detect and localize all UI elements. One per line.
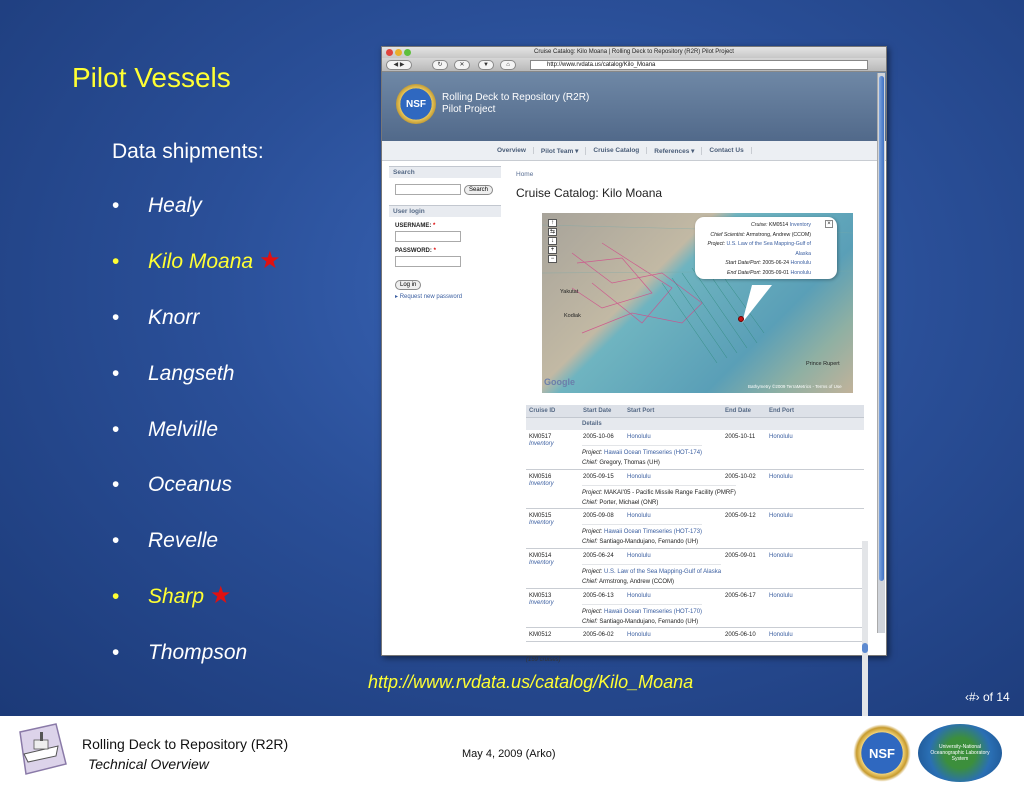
start-port-link[interactable]: Honolulu bbox=[627, 513, 651, 520]
vessel-item bbox=[112, 246, 281, 306]
site-title bbox=[442, 92, 589, 116]
start-port-link[interactable]: Honolulu bbox=[627, 473, 651, 480]
cruise-table bbox=[526, 405, 864, 642]
nav-item[interactable]: Contact Us bbox=[702, 147, 751, 154]
end-date: 2005-06-17 bbox=[725, 592, 756, 599]
login-block-title: User login bbox=[389, 205, 501, 217]
inventory-link[interactable]: Inventory bbox=[529, 441, 554, 447]
chief-value: Santiago-Mandujano, Fernando (UH) bbox=[599, 618, 699, 625]
search-button[interactable]: Search bbox=[464, 185, 493, 195]
username-field[interactable] bbox=[395, 231, 461, 242]
unols-logo-icon: University-National Oceanographic Laboratory System bbox=[918, 724, 1002, 782]
site-nav bbox=[382, 141, 886, 161]
popup-end-label: End Date/Port: bbox=[727, 269, 762, 276]
nav-item[interactable]: Cruise Catalog bbox=[586, 147, 647, 154]
browser-screenshot bbox=[381, 46, 887, 663]
column-header[interactable]: End Port bbox=[769, 408, 794, 414]
end-port-link[interactable]: Honolulu bbox=[769, 592, 793, 599]
vessel-item bbox=[112, 194, 281, 250]
popup-cruise-label: Cruise: bbox=[750, 222, 768, 228]
cruise-map[interactable] bbox=[542, 213, 853, 393]
chief-value: Armstrong, Andrew (CCOM) bbox=[599, 579, 675, 586]
row-details bbox=[582, 604, 702, 627]
address-bar[interactable]: http://www.rvdata.us/catalog/Kilo_Moana bbox=[530, 60, 868, 70]
start-date: 2005-10-06 bbox=[583, 434, 614, 440]
map-controls bbox=[548, 219, 557, 263]
popup-start-label: Start Date/Port: bbox=[725, 260, 762, 266]
nsf-logo-icon[interactable]: NSF bbox=[396, 84, 436, 124]
chief-label: Chief: bbox=[582, 579, 598, 586]
cruise-id: KM0515 bbox=[529, 513, 552, 520]
end-port-link[interactable]: Honolulu bbox=[769, 513, 793, 520]
password-label: PASSWORD: bbox=[395, 248, 432, 254]
table-header bbox=[526, 405, 864, 418]
main-content bbox=[516, 171, 866, 200]
table-row bbox=[526, 549, 864, 589]
cruise-id: KM0514 bbox=[529, 553, 552, 560]
project-value[interactable]: U.S. Law of the Sea Mapping-Gulf of Alaska bbox=[604, 569, 722, 576]
footer-date: May 4, 2009 (Arko) bbox=[462, 748, 556, 760]
search-block-title: Search bbox=[389, 166, 501, 178]
start-date: 2005-06-13 bbox=[583, 592, 614, 599]
popup-chief-label: Chief Scientist: bbox=[710, 231, 745, 238]
chief-value: Porter, Michael (ONR) bbox=[599, 499, 659, 506]
chief-label: Chief: bbox=[582, 499, 598, 506]
map-popup bbox=[695, 217, 837, 279]
project-value[interactable]: Hawaii Ocean Timeseries (HOT-174) bbox=[604, 450, 703, 456]
inventory-link[interactable]: Inventory bbox=[529, 520, 554, 527]
pan-up-icon[interactable]: ↑ bbox=[548, 219, 557, 227]
vessel-list bbox=[112, 194, 281, 697]
page-scrollbar[interactable] bbox=[877, 73, 885, 633]
page-title: Cruise Catalog: Kilo Moana bbox=[516, 186, 663, 200]
vessel-name: Healy bbox=[148, 194, 202, 217]
track-line bbox=[592, 243, 672, 323]
stop-icon[interactable]: ✕ bbox=[454, 60, 470, 70]
map-label-kodiak: Kodiak bbox=[564, 313, 581, 319]
start-date: 2005-09-08 bbox=[583, 513, 614, 520]
vessel-name: Langseth bbox=[148, 361, 235, 385]
popup-project-link[interactable]: U.S. Law of the Sea Mapping-Gulf of Alaska bbox=[726, 241, 811, 257]
slide-title: Pilot Vessels bbox=[72, 62, 231, 93]
page-number: ‹#› of 14 bbox=[965, 690, 1010, 704]
details-header: Details bbox=[526, 418, 864, 430]
inventory-link[interactable]: Inventory bbox=[529, 480, 554, 487]
nsf-logo-icon: NSF bbox=[853, 724, 911, 782]
vessel-name: Oceanus bbox=[148, 473, 233, 497]
table-row bbox=[526, 589, 864, 629]
window-title: Cruise Catalog: Kilo Moana | Rolling Deck to Repository (R2R) Pilot Project bbox=[534, 49, 734, 55]
vessel-item bbox=[112, 362, 281, 418]
start-date: 2005-06-24 bbox=[583, 553, 614, 560]
sidebar bbox=[389, 166, 501, 300]
cruise-count: (159 cruises) bbox=[526, 657, 561, 663]
chief-label: Chief: bbox=[582, 539, 598, 546]
cruise-id: KM0517 bbox=[529, 434, 552, 440]
zoom-in-icon[interactable]: + bbox=[548, 246, 557, 254]
bullet-icon: • bbox=[112, 417, 120, 441]
project-label: Project: bbox=[582, 529, 603, 536]
footer-subtitle: Technical Overview bbox=[88, 756, 209, 772]
required-mark: * bbox=[433, 248, 436, 254]
map-pin-icon[interactable] bbox=[738, 316, 744, 322]
cruise-id: KM0513 bbox=[529, 592, 552, 599]
pan-left-right-icon[interactable]: ⇆ bbox=[549, 229, 556, 235]
table-row bbox=[526, 628, 864, 642]
popup-chief-value: Armstrong, Andrew (CCOM) bbox=[746, 231, 811, 238]
site-title-line-1: Rolling Deck to Repository (R2R) bbox=[442, 92, 590, 103]
project-label: Project: bbox=[582, 450, 603, 456]
google-logo: Google bbox=[544, 377, 575, 387]
inventory-link[interactable]: Inventory bbox=[529, 560, 554, 567]
page-scroll-thumb[interactable] bbox=[879, 76, 884, 581]
vessel-name: Revelle bbox=[148, 529, 219, 553]
chief-value: Gregory, Thomas (UH) bbox=[599, 460, 660, 466]
table-row bbox=[526, 509, 864, 549]
vessel-item bbox=[112, 582, 281, 641]
vessel-name: Kilo Moana bbox=[148, 249, 254, 273]
close-popup-icon[interactable]: × bbox=[825, 220, 833, 228]
bullet-icon: • bbox=[112, 585, 120, 609]
bullet-icon: • bbox=[112, 641, 120, 665]
column-header[interactable]: End Date bbox=[725, 408, 752, 414]
column-header[interactable]: Start Port bbox=[627, 408, 655, 414]
vessel-item bbox=[112, 529, 281, 585]
url-caption[interactable]: http://www.rvdata.us/catalog/Kilo_Moana bbox=[368, 672, 694, 692]
chief-label: Chief: bbox=[582, 460, 598, 466]
table-row bbox=[526, 470, 864, 510]
minimize-window-icon[interactable] bbox=[395, 49, 402, 56]
table-body bbox=[526, 430, 864, 642]
vessel-item bbox=[112, 473, 281, 529]
start-date: 2005-09-15 bbox=[583, 473, 614, 480]
site-title-line-2: Pilot Project bbox=[442, 104, 496, 115]
popup-pointer bbox=[742, 285, 772, 323]
cruise-id: KM0516 bbox=[529, 473, 552, 480]
project-label: Project: bbox=[582, 489, 603, 496]
end-port-link[interactable]: Honolulu bbox=[769, 434, 793, 440]
map-attribution: Bathymetry ©2009 TerraMetrics - Terms of Use bbox=[748, 384, 842, 389]
bullet-icon: • bbox=[112, 529, 120, 553]
home-icon[interactable]: ⌂ bbox=[500, 60, 516, 70]
chief-label: Chief: bbox=[582, 618, 598, 625]
vessel-name: Thompson bbox=[148, 641, 248, 665]
bullet-icon: • bbox=[112, 305, 120, 329]
map-label-prince-rupert: Prince Rupert bbox=[806, 361, 840, 367]
end-date: 2005-09-01 bbox=[725, 553, 756, 560]
chief-value: Santiago-Mandujano, Fernando (UH) bbox=[599, 539, 699, 546]
slide-subheading: Data shipments: bbox=[112, 140, 264, 163]
project-value[interactable]: Hawaii Ocean Timeseries (HOT-170) bbox=[604, 608, 703, 615]
table-scroll-thumb[interactable] bbox=[862, 643, 868, 653]
username-label: USERNAME: bbox=[395, 223, 432, 229]
footer-title: Rolling Deck to Repository (R2R) bbox=[82, 736, 289, 752]
end-port-link[interactable]: Honolulu bbox=[769, 473, 793, 480]
star-icon: ★ bbox=[259, 246, 281, 274]
inventory-link[interactable]: Inventory bbox=[529, 599, 554, 606]
popup-end-value: 2005-09-01 bbox=[762, 269, 790, 276]
project-value: MAKAI'05 - Pacific Missile Range Facility (PMRF) bbox=[604, 489, 736, 496]
breadcrumb[interactable]: Home bbox=[516, 171, 534, 178]
bullet-icon: • bbox=[112, 194, 120, 217]
table-row bbox=[526, 430, 864, 470]
end-port-link[interactable]: Honolulu bbox=[769, 632, 793, 639]
popup-start-value: 2005-06-24 bbox=[762, 260, 790, 266]
row-details bbox=[582, 524, 702, 547]
end-port-link[interactable]: Honolulu bbox=[769, 553, 793, 560]
zoom-window-icon[interactable] bbox=[404, 49, 411, 56]
end-date: 2005-06-10 bbox=[725, 632, 756, 639]
close-window-icon[interactable] bbox=[386, 49, 393, 56]
search-input[interactable] bbox=[395, 184, 461, 195]
row-details bbox=[582, 485, 736, 508]
browser-toolbar bbox=[382, 58, 886, 72]
browser-titlebar bbox=[382, 47, 886, 58]
site-header bbox=[382, 72, 886, 141]
nav-item[interactable]: Overview bbox=[490, 147, 534, 154]
vessel-item bbox=[112, 641, 281, 697]
column-header[interactable]: Start Date bbox=[583, 408, 612, 414]
nav-item[interactable]: Pilot Team ▾ bbox=[534, 147, 586, 155]
start-date: 2005-06-02 bbox=[583, 632, 614, 639]
row-details bbox=[582, 564, 721, 587]
star-icon: ★ bbox=[210, 582, 232, 610]
bullet-icon: • bbox=[112, 361, 120, 385]
start-port-link[interactable]: Honolulu bbox=[627, 632, 651, 639]
map-label-yakutat: Yakutat bbox=[560, 289, 579, 295]
vessel-name: Knorr bbox=[148, 305, 200, 329]
project-label: Project: bbox=[582, 569, 603, 576]
required-mark: * bbox=[433, 223, 436, 229]
bullet-icon: • bbox=[112, 473, 120, 497]
popup-end-port-link[interactable]: Honolulu bbox=[790, 269, 811, 276]
bookmark-icon[interactable]: ▼ bbox=[478, 60, 494, 70]
start-port-link[interactable]: Honolulu bbox=[627, 553, 651, 560]
cruise-id: KM0512 bbox=[529, 632, 552, 639]
popup-cruise-value: KM0514 bbox=[768, 222, 789, 228]
column-header[interactable]: Cruise ID bbox=[529, 408, 556, 414]
password-field[interactable] bbox=[395, 256, 461, 267]
end-date: 2005-09-12 bbox=[725, 513, 756, 520]
nav-item[interactable]: References ▾ bbox=[647, 147, 702, 155]
start-port-link[interactable]: Honolulu bbox=[627, 592, 651, 599]
login-button[interactable]: Log in bbox=[395, 280, 421, 290]
request-password-label: Request new password bbox=[399, 294, 463, 300]
vessel-name: Melville bbox=[148, 417, 219, 441]
popup-inventory-link[interactable]: Inventory bbox=[789, 222, 811, 228]
popup-project-label: Project: bbox=[707, 241, 726, 247]
project-value[interactable]: Hawaii Ocean Timeseries (HOT-173) bbox=[604, 529, 703, 536]
back-forward-icon[interactable]: ◀ ▶ bbox=[386, 60, 412, 70]
bullet-icon: • bbox=[112, 249, 120, 273]
project-label: Project: bbox=[582, 608, 603, 615]
ship-logo-icon bbox=[12, 720, 70, 778]
start-port-link[interactable]: Honolulu bbox=[627, 434, 651, 440]
popup-start-port-link[interactable]: Honolulu bbox=[790, 260, 811, 266]
reload-icon[interactable]: ↻ bbox=[432, 60, 448, 70]
pan-down-icon[interactable]: ↓ bbox=[548, 237, 557, 245]
slide-footer bbox=[0, 716, 1024, 791]
vessel-name: Sharp bbox=[148, 585, 205, 609]
row-details bbox=[582, 445, 702, 468]
zoom-out-icon[interactable]: − bbox=[548, 255, 557, 263]
request-password-link[interactable]: ▸ Request new password bbox=[395, 294, 463, 300]
vessel-item bbox=[112, 418, 281, 474]
end-date: 2005-10-11 bbox=[725, 434, 756, 440]
site-content bbox=[382, 161, 886, 663]
vessel-item bbox=[112, 306, 281, 362]
end-date: 2005-10-02 bbox=[725, 473, 756, 480]
